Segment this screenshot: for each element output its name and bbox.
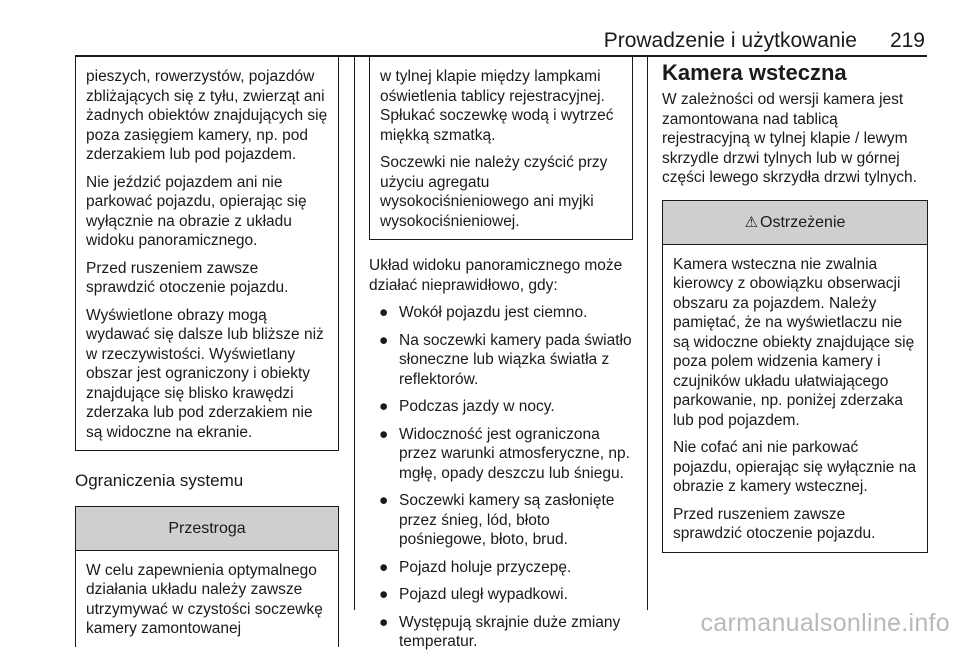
paragraph: Kamera wsteczna nie zwalnia kierowcy z obowiązku obserwacji obszaru za pojazdem. Należy pamiętać, że na wyświetlaczu nie są widoczne obiekty znajdujące się poza polem widzenia kamery i czujników układu ułatwiającego parkowanie, np. poniżej zderzaka lub pod pojazdem. xyxy=(673,255,915,429)
warning-title: Ostrzeżenie xyxy=(760,213,846,231)
list-item: ● Pojazd uległ wypadkowi. xyxy=(379,586,568,603)
bullet-icon: ● xyxy=(379,613,389,631)
section-heading: Kamera wsteczna xyxy=(662,60,847,85)
list-item: ● Widoczność jest ograniczona przez warunki atmosferyczne, np. mgłę, opady deszczu lub śniegu. xyxy=(379,425,630,482)
caution-box xyxy=(75,506,339,647)
list-item: ● Na soczewki kamery pada światło słoneczne lub wiązka światła z reflektorów. xyxy=(379,331,632,388)
bullet-icon: ● xyxy=(379,425,389,443)
list-item: ● Występują skrajnie duże zmiany temperatur. xyxy=(379,613,621,650)
bullet-icon: ● xyxy=(379,492,389,509)
list-item: ● Soczewki kamery są zasłonięte przez śnieg, lód, błoto pośniegowe, błoto, brud. xyxy=(379,492,615,548)
paragraph: Nie cofać ani nie parkować pojazdu, opierając się wyłącznie na obrazie z kamery wstecznej. xyxy=(673,439,916,495)
bullet-icon: ● xyxy=(379,304,389,321)
intro-paragraph: W zależności od wersji kamera jest zamontowana nad tablicą rejestracyjną w tylnej klapie / lewym skrzydle drzwi tylnych lub w górnej części lewego skrzydła drzwi tylnych. xyxy=(662,91,917,186)
paragraph: Przed ruszeniem zawsze sprawdzić otoczenie pojazdu. xyxy=(86,259,289,296)
list-item: ● Wokół pojazdu jest ciemno. xyxy=(379,304,588,321)
list-item: ● Pojazd holuje przyczepę. xyxy=(379,558,572,576)
paragraph: w tylnej klapie między lampkami oświetlenia tablicy rejestracyjnej. Spłukać soczewkę wodą i wytrzeć miękką szmatką. xyxy=(380,68,614,144)
paragraph: pieszych, rowerzystów, pojazdów zbliżających się z tyłu, zwierząt ani żadnych obiektów znajdujących się poza zasięgiem kamery, np. pod zderzakiem lub pod pojazdem. xyxy=(86,68,328,163)
header-title: Prowadzenie i użytkowanie xyxy=(603,29,857,52)
caution-title: Przestroga xyxy=(76,507,338,551)
column-left xyxy=(75,57,339,647)
paragraph: Wyświetlone obrazy mogą wydawać się dalsze lub bliższe niż w rzeczywistości. Wyświetlany obszar jest ograniczony i obiekty znajdujące się blisko krawędzi zderzaka lub pod zderzakiem nie są widoczne na ekranie. xyxy=(86,306,324,441)
bullet-icon: ● xyxy=(379,558,389,576)
warning-icon: ⚠ xyxy=(744,213,759,231)
paragraph: Przed ruszeniem zawsze sprawdzić otoczenie pojazdu. xyxy=(673,505,876,542)
paragraph: Nie jeździć pojazdem ani nie parkować pojazdu, opierając się wyłącznie na obrazie z układu widoku panoramicznego. xyxy=(86,173,307,249)
caution-text: W celu zapewnienia optymalnego działania układu należy zawsze utrzymywać w czystości soczewkę kamery zamontowanej xyxy=(86,561,323,637)
caution-box-continued xyxy=(369,57,633,240)
bullet-icon: ● xyxy=(379,331,389,349)
column-divider-2 xyxy=(647,57,648,610)
column-middle xyxy=(369,57,633,660)
list-intro: Układ widoku panoramicznego może działać nieprawidłowo, gdy: xyxy=(369,257,623,294)
bullet-icon: ● xyxy=(379,398,389,415)
watermark: carmanualsonline.info xyxy=(700,609,950,637)
column-divider-1 xyxy=(354,57,355,610)
column-right xyxy=(662,57,928,553)
paragraph: Soczewki nie należy czyścić przy użyciu agregatu wysokociśnieniowego ani myjki wysokociśnieniowej. xyxy=(380,154,608,230)
bullet-icon: ● xyxy=(379,586,389,603)
list-item: ● Podczas jazdy w nocy. xyxy=(379,398,555,415)
conditions-list xyxy=(369,303,633,652)
warning-box-continued xyxy=(75,57,339,451)
section-heading: Ograniczenia systemu xyxy=(75,471,244,490)
page-header xyxy=(75,27,927,57)
page-number: 219 xyxy=(889,29,925,52)
warning-title-bar xyxy=(663,201,927,245)
warning-box xyxy=(662,200,928,553)
